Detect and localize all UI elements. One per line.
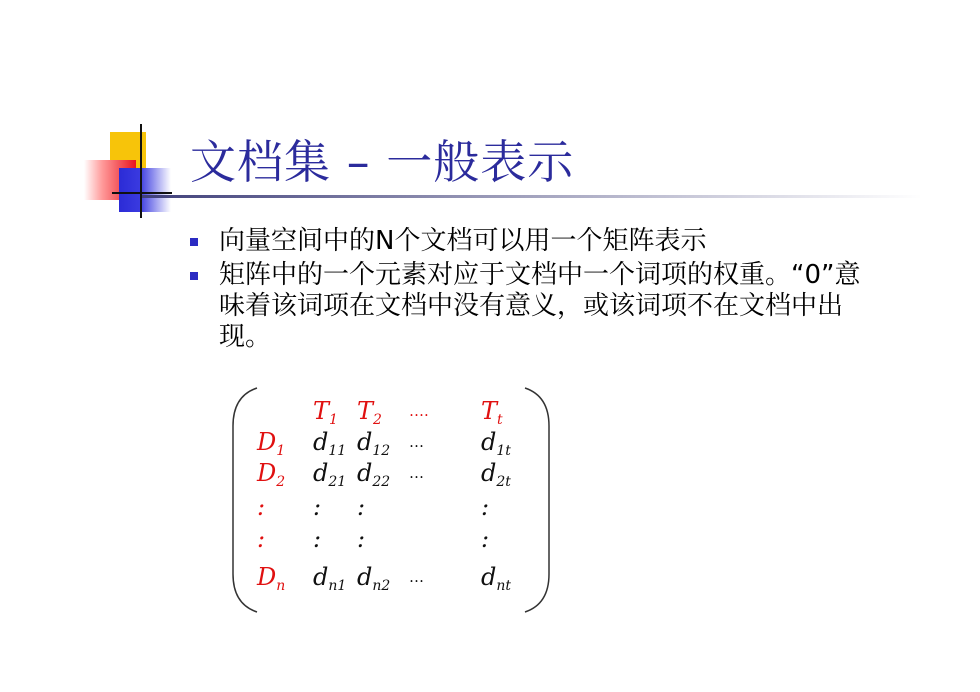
bullet-item <box>186 226 886 257</box>
matrix-cell-base: d <box>481 459 497 487</box>
matrix-header-cell-subscript: 1 <box>329 412 338 428</box>
matrix-cell <box>481 564 511 599</box>
matrix-cell: : <box>481 525 490 553</box>
matrix-cell <box>481 460 511 495</box>
matrix-header-cell-subscript: 2 <box>373 412 382 428</box>
matrix-cell <box>313 564 346 599</box>
matrix-cell-subscript: 1t <box>496 443 511 459</box>
bullet-item <box>186 260 886 353</box>
matrix-row-label <box>257 564 285 599</box>
matrix-header-cell-base: T <box>481 397 498 425</box>
matrix-cell-base: d <box>481 428 497 456</box>
matrix-header-cell-base: T <box>313 397 330 425</box>
matrix-cell-subscript: n1 <box>328 578 347 594</box>
matrix-row-label-base: D <box>257 428 277 456</box>
matrix-cell: … <box>409 464 424 482</box>
document-term-matrix <box>229 386 553 614</box>
matrix-cell: : <box>357 525 366 553</box>
matrix-cell <box>357 564 390 599</box>
matrix-header-cell: …. <box>409 402 429 420</box>
matrix-row-label: : <box>257 493 266 521</box>
bullet-list <box>186 226 886 356</box>
matrix-cell-base: d <box>357 459 373 487</box>
title-decoration-vertical-line <box>140 124 142 218</box>
matrix-cell <box>313 460 346 495</box>
bullet-text: 矩阵中的一个元素对应于文档中一个词项的权重。“0”意味着该词项在文档中没有意义，或该词项不在文档中出现。 <box>219 260 861 352</box>
matrix-row-label <box>257 460 285 495</box>
matrix-cell <box>357 460 390 495</box>
title-underline <box>142 195 922 198</box>
title-decoration-horizontal-line <box>112 192 172 194</box>
square-bullet-icon <box>190 238 198 246</box>
matrix-row-label: : <box>257 525 266 553</box>
slide-title: 文档集 – 一般表示 <box>190 135 575 189</box>
matrix-cell-subscript: 12 <box>372 443 391 459</box>
title-decoration-blue-gradient <box>119 168 171 212</box>
matrix-cell-base: d <box>357 428 373 456</box>
matrix-cell-base: d <box>313 459 329 487</box>
matrix-row-label-subscript: 2 <box>276 474 286 490</box>
matrix-cell-subscript: 21 <box>328 474 347 490</box>
matrix-cell: : <box>481 493 490 521</box>
matrix-cell: … <box>409 568 424 586</box>
matrix-cell-subscript: 11 <box>328 443 347 459</box>
left-bracket <box>233 388 257 612</box>
matrix-header-cell-subscript: t <box>497 412 503 428</box>
matrix-cell-base: d <box>357 563 373 591</box>
matrix-cell-base: d <box>313 428 329 456</box>
matrix-cell-base: d <box>313 563 329 591</box>
matrix-row-label-base: D <box>257 563 277 591</box>
matrix-row-label-subscript: 1 <box>276 443 286 459</box>
matrix-cell-subscript: 2t <box>496 474 511 490</box>
matrix-cell-subscript: 22 <box>372 474 391 490</box>
matrix-row-label-base: D <box>257 459 277 487</box>
right-bracket <box>525 388 549 612</box>
bullet-text: 向量空间中的N个文档可以用一个矩阵表示 <box>219 226 707 256</box>
matrix-cell: … <box>409 433 424 451</box>
square-bullet-icon <box>190 272 198 280</box>
matrix-cell: : <box>357 493 366 521</box>
matrix-cell-subscript: n2 <box>372 578 391 594</box>
matrix-cell: : <box>313 493 322 521</box>
matrix-cell-base: d <box>481 563 497 591</box>
matrix-header-cell-base: T <box>357 397 374 425</box>
matrix-cell: : <box>313 525 322 553</box>
matrix-row-label-subscript: n <box>276 578 286 594</box>
matrix-cell-subscript: nt <box>496 578 512 594</box>
